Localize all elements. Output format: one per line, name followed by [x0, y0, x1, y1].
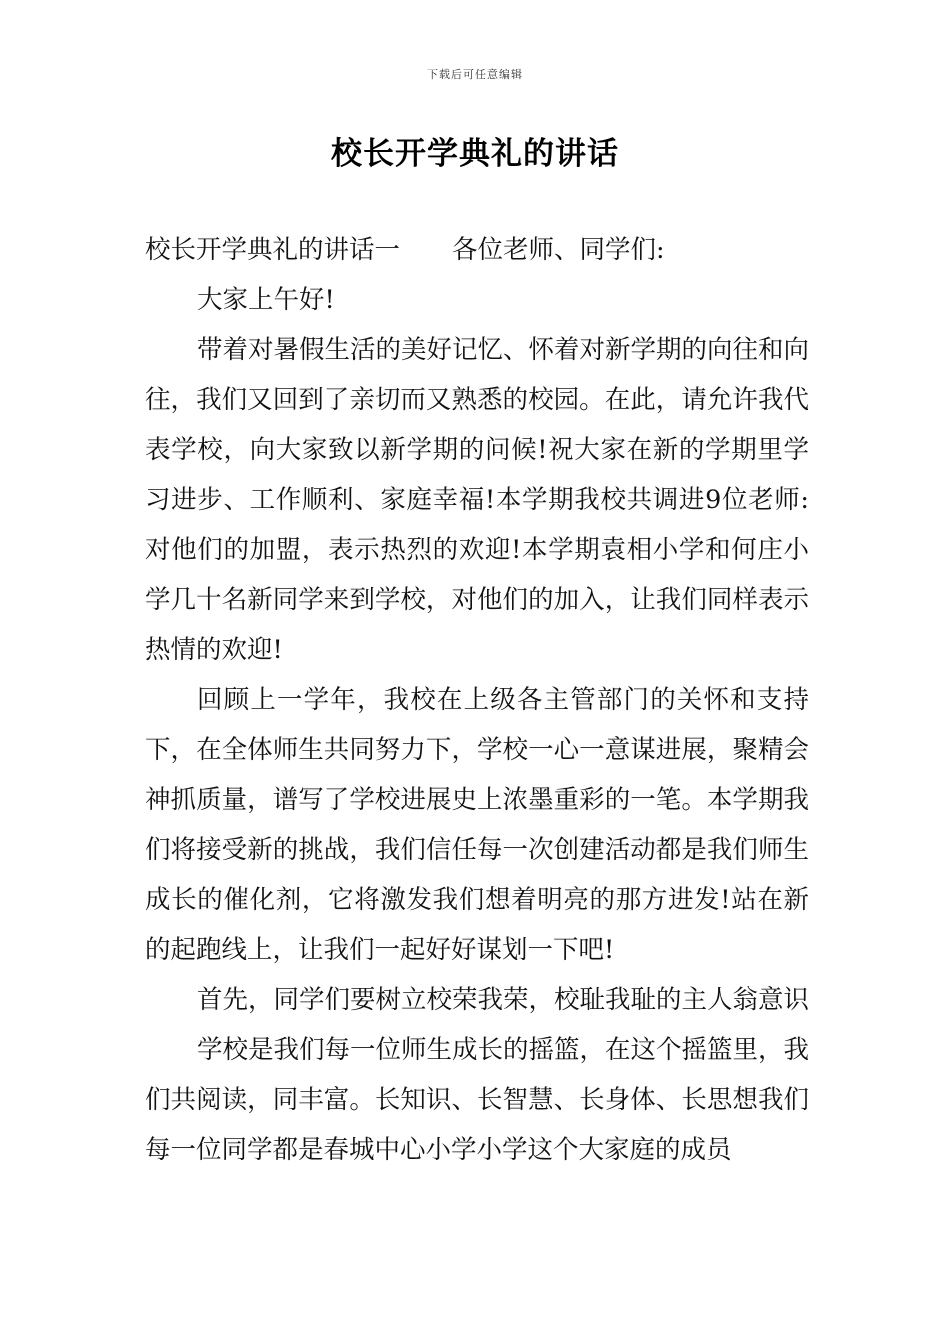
- intro-salutation: 各位老师、同学们:: [452, 235, 665, 265]
- paragraph-welcome: 带着对暑假生活的美好记忆、怀着对新学期的向往和向往，我们又回到了亲切而又熟悉的校园。在此，请允许我代表学校，向大家致以新学期的问候!祝大家在新的学期里学习进步、工作顺利、家庭幸福!本学期我校共调进9位老师:对他们的加盟，表示热烈的欢迎!本学期袁相小学和何庄小学几十名新同学来到学校，对他们的加入，让我们同样表示热情的欢迎!: [145, 335, 810, 665]
- intro-line: [145, 225, 809, 275]
- document-title: 校长开学典礼的讲话: [331, 136, 619, 172]
- paragraph-first-point: 首先，同学们要树立校荣我荣，校耻我耻的主人翁意识: [197, 985, 810, 1015]
- paragraph-school-cradle: 学校是我们每一位师生成长的摇篮，在这个摇篮里，我们共阅读，同丰富。长知识、长智慧、长身体、长思想我们每一位同学都是春城中心小学小学这个大家庭的成员: [145, 1035, 810, 1165]
- paragraph-review: 回顾上一学年，我校在上级各主管部门的关怀和支持下，在全体师生共同努力下，学校一心一意谋进展，聚精会神抓质量，谱写了学校进展史上浓墨重彩的一笔。本学期我们将接受新的挑战，我们信任每一次创建活动都是我们师生成长的催化剂，它将激发我们想着明亮的那方进发!站在新的起跑线上，让我们一起好好谋划一下吧!: [145, 685, 809, 965]
- intro-heading: 校长开学典礼的讲话一: [145, 235, 401, 265]
- header-note: 下载后可任意编辑: [427, 68, 523, 81]
- document-body: [145, 225, 809, 1175]
- paragraph-greeting: 大家上午好!: [197, 285, 335, 315]
